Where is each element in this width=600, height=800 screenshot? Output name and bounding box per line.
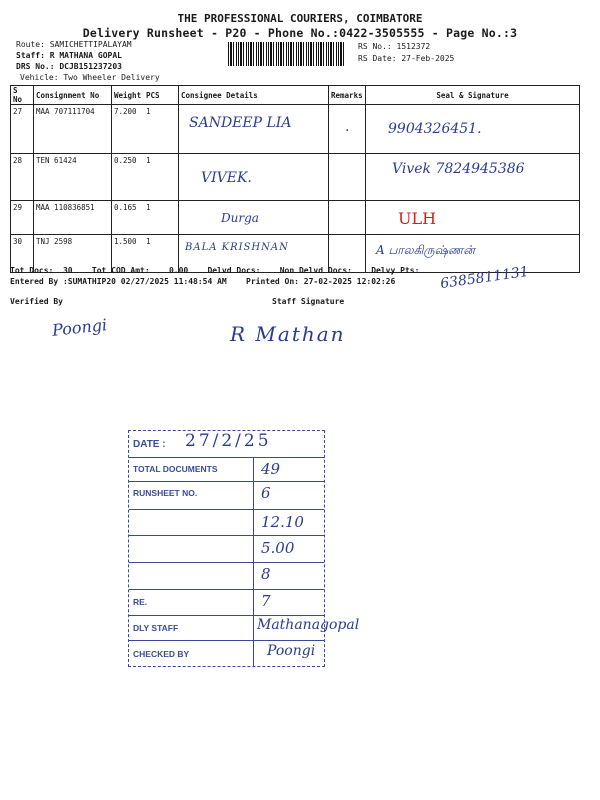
stamp-row-line: [129, 640, 324, 641]
remarks-handwriting: .: [345, 119, 350, 135]
phone-handwriting: 6385811131: [439, 263, 530, 293]
row-sno: 30: [11, 235, 34, 273]
col-sno: S No: [11, 86, 34, 105]
stamp-row-value: 49: [261, 460, 281, 478]
row-pcs: 1: [144, 201, 179, 235]
stamp-row-line: [129, 589, 324, 590]
row-weight: 7.200: [112, 105, 145, 154]
col-consignment: Consignment No: [34, 86, 112, 105]
row-weight: 1.500: [112, 235, 145, 273]
signature-handwriting: A பாலகிருஷ்ணன்: [376, 243, 475, 257]
signature-handwriting: 9904326451.: [388, 121, 482, 137]
rs-date: RS Date: 27-Feb-2025: [358, 54, 455, 63]
stamp-row-label: DLY STAFF: [133, 623, 179, 633]
drs-label: DRS No.: DCJB151237203: [16, 62, 122, 71]
stamp-row-line: [129, 562, 324, 563]
stamp-row-line: [129, 615, 324, 616]
col-seal: Seal & Signature: [366, 86, 580, 105]
stamp-row-value: 12.10: [261, 513, 304, 531]
runsheet-subtitle: Delivery Runsheet - P20 - Phone No.:0422-3505555 - Page No.:3: [82, 26, 518, 40]
staff-label: Staff: R MATHANA GOPAL: [16, 51, 122, 60]
row-weight: 0.165: [112, 201, 145, 235]
consignee-handwriting: VIVEK.: [201, 170, 252, 186]
stamp-row-label: RUNSHEET NO.: [133, 488, 198, 498]
row-consignment: MAA 110836851: [34, 201, 112, 235]
consignee-handwriting: BALA KRISHNAN: [185, 242, 289, 253]
vehicle-label: Vehicle: Two Wheeler Delivery: [20, 73, 160, 82]
row-sno: 27: [11, 105, 34, 154]
runsheet-table: [10, 85, 580, 273]
col-weight: Weight: [112, 86, 145, 105]
rs-number: RS No.: 1512372: [358, 42, 431, 51]
stamp-date-value: 27/2/25: [185, 431, 272, 451]
staff-signature-label: Staff Signature: [272, 297, 345, 306]
stamp-row-value: 5.00: [261, 539, 295, 557]
stamp-row-line: [129, 481, 324, 482]
row-weight: 0.250: [112, 154, 145, 201]
stamp-row-value: 7: [261, 592, 271, 610]
stamp-row-value: 6: [261, 484, 271, 502]
stamp-row-label: CHECKED BY: [133, 649, 190, 659]
row-pcs: 1: [144, 235, 179, 273]
table-row: [11, 154, 580, 201]
row-consignment: TEN 61424: [34, 154, 112, 201]
barcode: [228, 42, 346, 66]
row-consignment: MAA 707111704: [34, 105, 112, 154]
verified-by-label: Verified By: [10, 297, 63, 306]
stamp-row-value: 8: [261, 565, 271, 583]
stamp-row-value: Mathanagopal: [257, 617, 360, 633]
verified-signature: Poongi: [51, 315, 108, 340]
entered-by-line: Entered By :SUMATHIP20 02/27/2025 11:48:54 AM Printed On: 27-02-2025 12:02:26: [10, 277, 396, 286]
col-consignee: Consignee Details: [179, 86, 329, 105]
row-pcs: 1: [144, 105, 179, 154]
row-pcs: 1: [144, 154, 179, 201]
staff-signature: R Mathan: [230, 322, 346, 346]
delivery-stamp: [128, 430, 360, 667]
company-title: THE PROFESSIONAL COURIERS, COIMBATORE: [177, 12, 423, 25]
col-remarks: Remarks: [329, 86, 366, 105]
col-pcs: PCS: [144, 86, 179, 105]
totals-line: Tot Docs: 30 Tot COD Amt: 0.00 Delvd Docs: Non Delvd Docs: Delvy Pts:: [10, 266, 420, 275]
route-label: Route: SAMICHETTIPALAYAM: [16, 40, 132, 49]
row-sno: 29: [11, 201, 34, 235]
row-consignment: TNJ 2598: [34, 235, 112, 273]
consignee-handwriting: SANDEEP LIA: [189, 115, 292, 131]
stamp-row-line: [129, 535, 324, 536]
stamp-row-line: [129, 457, 324, 458]
table-header: [11, 86, 580, 105]
row-sno: 28: [11, 154, 34, 201]
consignee-handwriting: Durga: [221, 211, 259, 225]
stamp-date-label: DATE :: [133, 439, 166, 450]
stamp-row-label: TOTAL DOCUMENTS: [133, 464, 218, 474]
signature-handwriting: ULH: [398, 209, 437, 228]
signature-handwriting: Vivek 7824945386: [392, 161, 525, 177]
stamp-row-value: Poongi: [267, 643, 316, 659]
table-row: [11, 201, 580, 235]
table-row: [11, 105, 580, 154]
stamp-row-line: [129, 509, 324, 510]
stamp-row-label: RE.: [133, 597, 148, 607]
